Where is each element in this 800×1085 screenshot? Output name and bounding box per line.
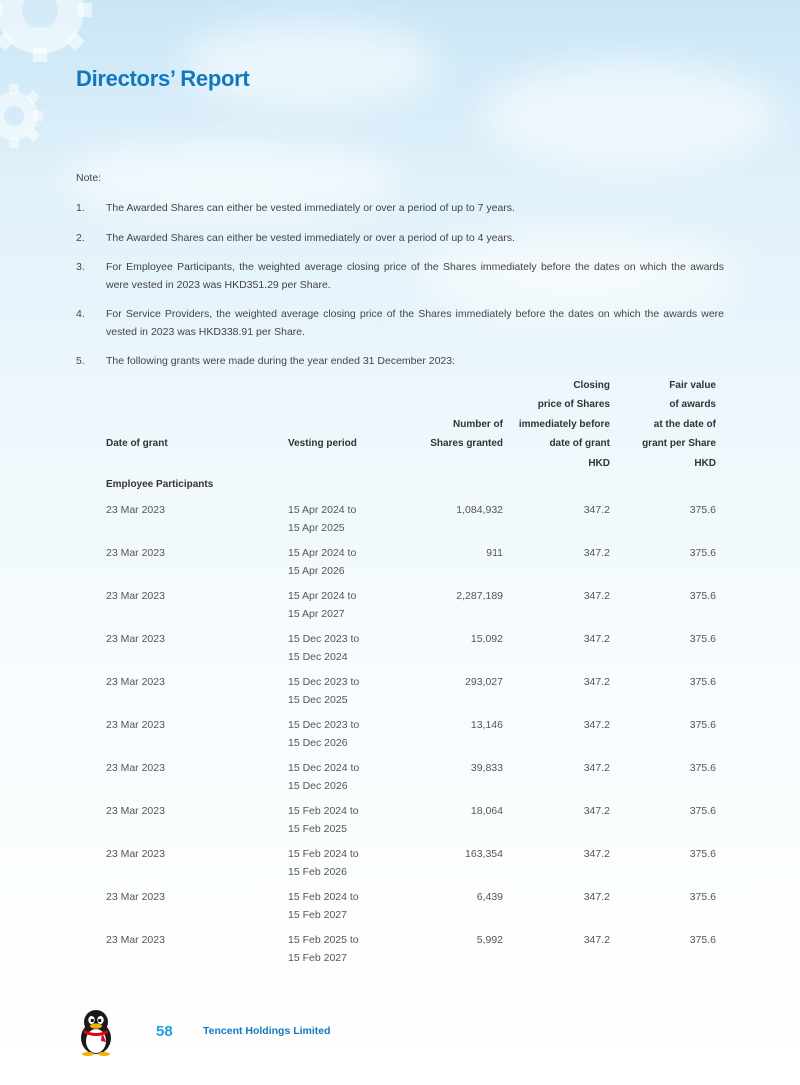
cell-fair-value (690, 716, 716, 734)
cell-fair-value-text: 375.6 (689, 504, 716, 516)
cell-closing-price-text: 347.2 (583, 934, 610, 946)
cell-number-of-shares (456, 501, 503, 519)
cell-closing-price-text: 347.2 (583, 805, 610, 817)
cell-vesting-period-text: 15 Apr 2024 to (288, 590, 357, 602)
cell-vesting-period-text: 15 Dec 2024 to (288, 762, 360, 774)
header-text: Closing (573, 379, 610, 391)
cell-vesting-period-text: 15 Dec 2023 to (288, 633, 360, 645)
header-text: Number of (453, 418, 503, 430)
cell-date-of-grant-text: 23 Mar 2023 (106, 934, 165, 946)
cell-vesting-period-text: 15 Feb 2024 to (288, 805, 359, 817)
cell-number-of-shares-text: 293,027 (465, 676, 503, 688)
cell-vesting-period (288, 931, 408, 967)
cell-date-of-grant (106, 888, 165, 906)
cell-number-of-shares-text: 39,833 (470, 762, 503, 774)
cell-fair-value (690, 888, 716, 906)
note-item (76, 230, 724, 248)
cell-fair-value (690, 501, 716, 519)
table-row (106, 716, 718, 759)
cell-vesting-period (288, 501, 408, 537)
cell-closing-price (584, 673, 610, 691)
cell-vesting-period-text: 15 Dec 2025 (288, 694, 348, 706)
cell-date-of-grant-text: 23 Mar 2023 (106, 590, 165, 602)
header-text: Fair value (669, 379, 716, 391)
header-closing-price (519, 376, 610, 474)
note-label: Note: (76, 172, 102, 184)
cell-fair-value-text: 375.6 (689, 676, 716, 688)
cell-date-of-grant-text: 23 Mar 2023 (106, 633, 165, 645)
cell-fair-value (690, 587, 716, 605)
cell-closing-price (584, 587, 610, 605)
cell-vesting-period-text: 15 Feb 2024 to (288, 891, 359, 903)
cell-date-of-grant (106, 802, 165, 820)
cell-fair-value-text: 375.6 (689, 805, 716, 817)
cell-number-of-shares (465, 845, 503, 863)
cell-vesting-period-text: 15 Apr 2026 (288, 565, 345, 577)
cell-number-of-shares-text: 2,287,189 (456, 590, 503, 602)
cell-fair-value-text: 375.6 (689, 590, 716, 602)
cell-fair-value-text: 375.6 (689, 934, 716, 946)
header-text: Vesting period (288, 438, 357, 449)
header-text: at the date of (653, 418, 716, 430)
cell-fair-value (690, 544, 716, 562)
note-number: 5. (76, 355, 85, 367)
grants-table (106, 373, 718, 974)
cell-fair-value-text: 375.6 (689, 891, 716, 903)
cell-closing-price (584, 759, 610, 777)
cell-date-of-grant (106, 759, 165, 777)
cell-date-of-grant-text: 23 Mar 2023 (106, 676, 165, 688)
cell-closing-price (584, 716, 610, 734)
table-row (106, 587, 718, 630)
cell-closing-price-text: 347.2 (583, 891, 610, 903)
cell-vesting-period (288, 845, 408, 881)
cell-vesting-period (288, 673, 408, 709)
cell-number-of-shares-text: 15,092 (470, 633, 503, 645)
cell-vesting-period (288, 587, 408, 623)
cell-vesting-period-text: 15 Apr 2024 to (288, 547, 357, 559)
header-text: Date of grant (106, 438, 168, 449)
cell-number-of-shares-text: 163,354 (465, 848, 503, 860)
cell-number-of-shares (471, 759, 503, 777)
cell-vesting-period (288, 802, 408, 838)
table-row (106, 544, 718, 587)
cell-date-of-grant (106, 716, 165, 734)
cell-date-of-grant-text: 23 Mar 2023 (106, 848, 165, 860)
header-spacer (106, 454, 168, 474)
cell-closing-price-text: 347.2 (583, 504, 610, 516)
note-number: 1. (76, 202, 85, 214)
cell-number-of-shares-text: 911 (486, 547, 503, 559)
table-row (106, 501, 718, 544)
background-cloud (180, 20, 440, 110)
cell-vesting-period-text: 15 Feb 2025 (288, 823, 347, 835)
note-text: The Awarded Shares can either be vested immediately or over a period of up to 7 years. (106, 202, 515, 214)
cell-closing-price (584, 845, 610, 863)
cell-vesting-period-text: 15 Feb 2026 (288, 866, 347, 878)
cell-fair-value (690, 630, 716, 648)
cell-vesting-period (288, 544, 408, 580)
cell-vesting-period (288, 630, 408, 666)
cell-closing-price-text: 347.2 (583, 590, 610, 602)
note-number: 2. (76, 231, 85, 244)
cell-date-of-grant-text: 23 Mar 2023 (106, 719, 165, 731)
cell-date-of-grant-text: 23 Mar 2023 (106, 504, 165, 516)
header-text: immediately before (518, 418, 610, 430)
notes-list (76, 200, 724, 383)
cell-number-of-shares (465, 673, 503, 691)
cell-number-of-shares (477, 888, 503, 906)
cell-vesting-period-text: 15 Dec 2026 (288, 780, 348, 792)
table-row (106, 802, 718, 845)
cell-date-of-grant (106, 630, 165, 648)
header-vesting-period (288, 434, 357, 473)
header-text: grant per Share (642, 438, 716, 449)
cell-date-of-grant (106, 931, 165, 949)
cell-closing-price-text: 347.2 (583, 762, 610, 774)
cell-fair-value-text: 375.6 (689, 547, 716, 559)
company-name: Tencent Holdings Limited (203, 1025, 331, 1037)
page-title: Directors’ Report (76, 66, 250, 91)
cell-number-of-shares (486, 544, 503, 562)
header-text: HKD (694, 457, 716, 469)
cell-fair-value (690, 845, 716, 863)
note-number: 4. (76, 308, 85, 320)
cell-vesting-period (288, 759, 408, 795)
cell-fair-value (690, 673, 716, 691)
cell-date-of-grant (106, 501, 165, 519)
cell-vesting-period-text: 15 Dec 2023 to (288, 719, 360, 731)
cell-vesting-period (288, 888, 408, 924)
cell-closing-price-text: 347.2 (583, 633, 610, 645)
cell-fair-value-text: 375.6 (689, 719, 716, 731)
table-row (106, 673, 718, 716)
cell-vesting-period (288, 716, 408, 752)
cell-closing-price-text: 347.2 (583, 719, 610, 731)
cell-fair-value-text: 375.6 (689, 633, 716, 645)
header-text: of awards (669, 399, 716, 410)
cell-vesting-period-text: 15 Feb 2027 (288, 909, 347, 921)
background-cloud (480, 60, 780, 170)
header-spacer (288, 454, 357, 474)
table-row (106, 931, 718, 974)
cell-number-of-shares-text: 6,439 (476, 891, 503, 903)
cell-date-of-grant-text: 23 Mar 2023 (106, 762, 165, 774)
cell-fair-value (690, 802, 716, 820)
note-item (76, 306, 724, 341)
cell-date-of-grant-text: 23 Mar 2023 (106, 547, 165, 559)
header-text: HKD (588, 457, 610, 469)
table-row (106, 888, 718, 931)
table-row (106, 759, 718, 802)
cell-date-of-grant (106, 673, 165, 691)
cell-fair-value (690, 931, 716, 949)
header-text: Shares granted (430, 438, 503, 449)
note-text: The following grants were made during the year ended 31 December 2023: (106, 355, 456, 367)
cell-number-of-shares-text: 18,064 (470, 805, 503, 817)
cell-vesting-period-text: 15 Feb 2024 to (288, 848, 359, 860)
header-spacer (430, 454, 503, 474)
header-date-of-grant (106, 434, 168, 473)
cell-vesting-period-text: 15 Apr 2027 (288, 608, 345, 620)
cell-number-of-shares-text: 5,992 (476, 934, 503, 946)
header-text: price of Shares (537, 399, 610, 410)
cell-closing-price (584, 544, 610, 562)
table-body (106, 501, 718, 974)
cell-number-of-shares (477, 931, 503, 949)
cell-closing-price (584, 888, 610, 906)
cell-date-of-grant (106, 544, 165, 562)
cell-vesting-period-text: 15 Dec 2023 to (288, 676, 360, 688)
cell-closing-price (584, 630, 610, 648)
cell-vesting-period-text: 15 Dec 2024 (288, 651, 348, 663)
cell-vesting-period-text: 15 Apr 2025 (288, 522, 345, 534)
cell-closing-price-text: 347.2 (583, 848, 610, 860)
section-employee-participants: Employee Participants (106, 479, 214, 490)
cell-number-of-shares (471, 716, 503, 734)
penguin-mascot-icon (76, 1008, 116, 1056)
cell-vesting-period-text: 15 Apr 2024 to (288, 504, 357, 516)
note-item (76, 200, 724, 218)
page-number: 58 (156, 1023, 173, 1040)
note-text: For Service Providers, the weighted average closing price of the Shares immediately before the dates on which the awards were vested in 2023 was HKD338.91 per Share. (106, 308, 724, 338)
cell-vesting-period-text: 15 Dec 2026 (288, 737, 348, 749)
note-number: 3. (76, 261, 85, 273)
cell-number-of-shares (471, 630, 503, 648)
table-row (106, 630, 718, 673)
cell-date-of-grant (106, 845, 165, 863)
cell-fair-value (690, 759, 716, 777)
cell-vesting-period-text: 15 Feb 2025 to (288, 934, 359, 946)
cell-fair-value-text: 375.6 (689, 848, 716, 860)
note-text: For Employee Participants, the weighted average closing price of the Shares immediately before the dates on which the awards were vested in 2023 was HKD351.29 per Share. (106, 261, 724, 291)
cell-closing-price (584, 931, 610, 949)
note-text: The Awarded Shares can either be vested immediately or over a period of up to 4 years. (106, 231, 515, 244)
header-number-of-shares (430, 415, 503, 474)
note-item (76, 353, 724, 371)
cell-number-of-shares-text: 13,146 (470, 719, 503, 731)
cell-date-of-grant (106, 587, 165, 605)
table-header (106, 373, 718, 473)
cell-closing-price-text: 347.2 (583, 676, 610, 688)
cell-closing-price (584, 802, 610, 820)
cell-date-of-grant-text: 23 Mar 2023 (106, 805, 165, 817)
cell-closing-price (584, 501, 610, 519)
cell-vesting-period-text: 15 Feb 2027 (288, 952, 347, 964)
cell-fair-value-text: 375.6 (689, 762, 716, 774)
table-row (106, 845, 718, 888)
cell-number-of-shares (456, 587, 503, 605)
cell-date-of-grant-text: 23 Mar 2023 (106, 891, 165, 903)
cell-number-of-shares-text: 1,084,932 (456, 504, 503, 516)
note-item (76, 259, 724, 294)
header-fair-value (642, 376, 716, 474)
header-text: date of grant (549, 438, 610, 449)
cell-closing-price-text: 347.2 (583, 547, 610, 559)
cell-number-of-shares (471, 802, 503, 820)
